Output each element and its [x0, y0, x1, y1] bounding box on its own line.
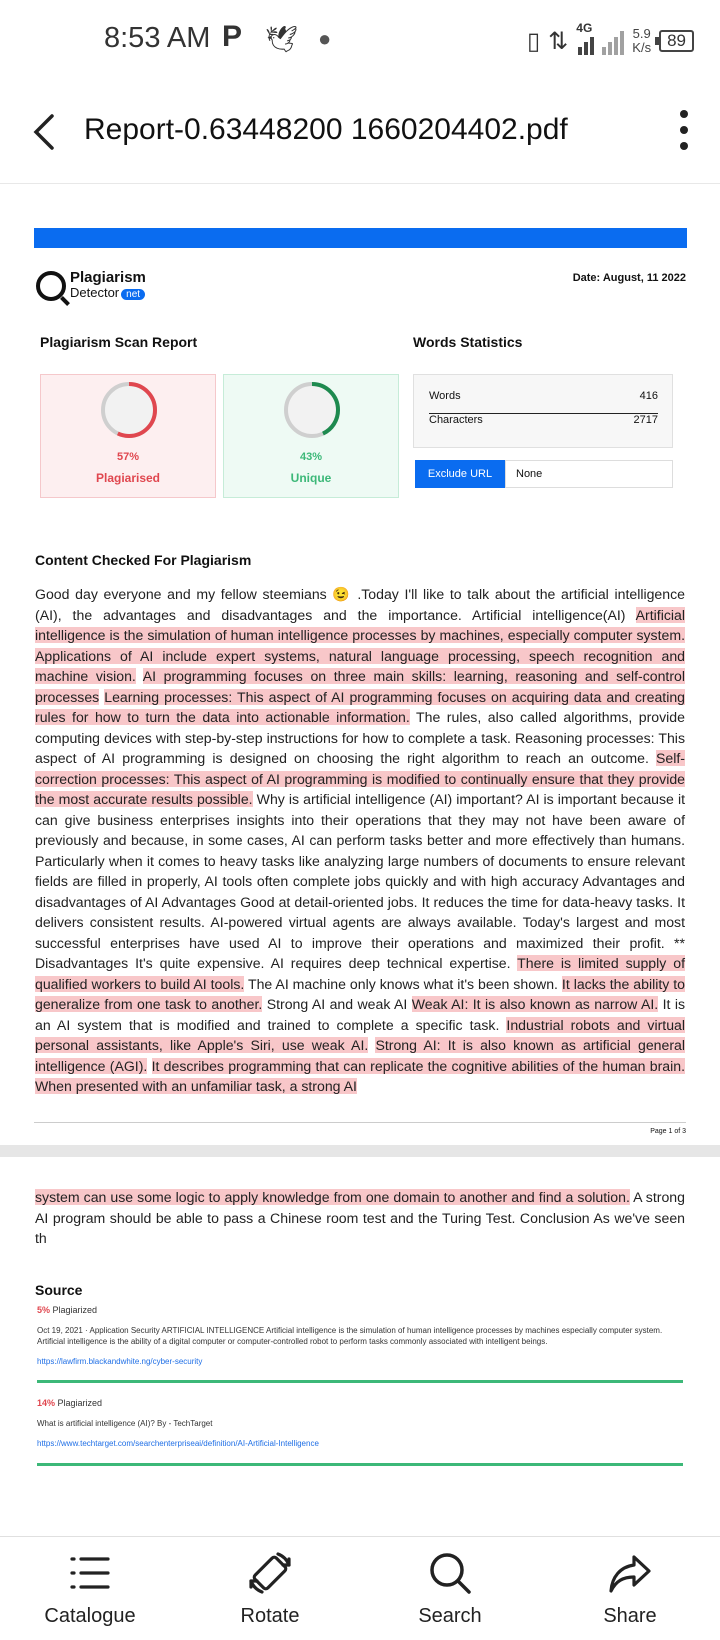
exclude-url-value: None — [505, 460, 673, 488]
status-bar — [0, 0, 720, 80]
highlighted-text: Strong AI: It is also known as artificial general intelligence (AGI). — [35, 1037, 685, 1074]
unique-card — [223, 374, 399, 498]
source-link[interactable]: https://lawfirm.blackandwhite.ng/cyber-security — [37, 1357, 203, 1366]
logo-name: Plagiarism — [70, 269, 146, 286]
plagiarism-detector-logo — [36, 270, 146, 302]
network-speed — [632, 27, 651, 55]
page-footer-divider — [34, 1122, 686, 1123]
search-icon — [428, 1551, 472, 1595]
more-options-icon[interactable] — [672, 110, 696, 154]
list-icon — [68, 1551, 112, 1595]
words-value: 416 — [639, 390, 658, 402]
page-separator — [0, 1145, 720, 1157]
plain-text — [147, 1058, 151, 1074]
highlighted-text: Artificial intelligence is the simulation of human intelligence processes by machines, especially computer system. — [35, 606, 685, 643]
share-icon — [608, 1551, 652, 1595]
source-percent — [37, 1305, 687, 1316]
source-heading: Source — [35, 1282, 83, 1298]
app-notification-p-icon: P — [222, 20, 243, 53]
bottom-toolbar — [0, 1536, 720, 1640]
plagiarised-percent: 57% — [116, 451, 140, 463]
speed-value: 5.9 — [632, 26, 651, 41]
highlighted-text: It lacks the ability to generalize from one task to another. — [35, 975, 686, 1012]
share-label: Share — [603, 1605, 657, 1627]
exclude-url-label: Exclude URL — [415, 460, 505, 488]
unique-ring-chart — [283, 381, 341, 439]
source-percent-label: Plagiarized — [55, 1398, 103, 1408]
app-bar — [0, 80, 720, 184]
highlighted-text: It describes programming that can replicate the cognitive abilities of the human brain. — [151, 1057, 686, 1074]
plagiarised-label: Plagiarised — [95, 471, 161, 485]
highlighted-text: Industrial robots and virtual personal assistants, like Apple's Siri, use weak AI. — [35, 1016, 685, 1053]
exclude-url-row — [415, 460, 673, 488]
highlighted-text: AI programming focuses on three main skills: learning, reasoning and self-control processes — [35, 668, 685, 705]
words-label: Words — [429, 390, 461, 402]
page-number: Page 1 of 3 — [650, 1128, 686, 1135]
plain-text: It is an AI system that is modified and trained to complete a specific task. — [35, 996, 686, 1033]
app-notification-bird-icon: 🕊 — [265, 24, 299, 54]
pdf-viewer[interactable] — [0, 184, 720, 1536]
unique-label: Unique — [290, 471, 332, 485]
data-arrows-icon: ⇅ — [548, 27, 569, 55]
vibrate-icon: ▯ — [526, 27, 541, 55]
speed-unit: K/s — [632, 40, 652, 55]
plain-text: Good day everyone and my fellow steemians 😉 .Today I'll like to talk about the artificial intelligence (AI), the advantages and disadvantages and the importance. Artificial intelligence(AI) — [35, 586, 685, 623]
content-checked-heading: Content Checked For Plagiarism — [35, 552, 252, 568]
share-button[interactable] — [540, 1537, 720, 1640]
document-title: Report-0.63448200 1660204402.pdf — [84, 113, 568, 146]
source-item — [37, 1305, 687, 1367]
source-description: Oct 19, 2021 · Application Security ARTIFICIAL INTELLIGENCE Artificial intelligence is the simulation of human intelligence processes by machines especially computer system. Artificial intelligence is the ability of a digital computer or computer-controlled robot to perform tasks commonly associated with intelligent beings. — [37, 1326, 663, 1346]
source-divider — [37, 1463, 683, 1466]
checked-content-page-2 — [35, 1187, 685, 1249]
characters-value: 2717 — [633, 414, 658, 426]
highlighted-text: Weak AI: It is also known as narrow AI. — [411, 996, 659, 1012]
source-percent-label: Plagiarized — [50, 1305, 98, 1315]
header-bar — [34, 228, 687, 248]
rotate-icon — [248, 1551, 292, 1595]
highlighted-text: Self-correction processes: This aspect of AI programming is modified to continually ensure that they provide the most accurate results possible. — [35, 750, 685, 807]
plagiarised-ring-chart — [100, 381, 158, 439]
words-statistics-heading: Words Statistics — [413, 334, 523, 350]
source-item — [37, 1398, 687, 1449]
plain-text: Strong AI and weak AI — [262, 996, 412, 1012]
characters-label: Characters — [429, 414, 483, 426]
more-notifications-dot-icon: ● — [318, 26, 332, 51]
back-arrow-icon[interactable] — [24, 110, 68, 154]
source-percent — [37, 1398, 687, 1409]
search-button[interactable] — [360, 1537, 540, 1640]
source-link[interactable]: https://www.techtarget.com/searchenterpriseai/definition/AI-Artificial-Intelligence — [37, 1439, 319, 1448]
characters-row — [429, 414, 658, 426]
magnifier-logo-icon — [36, 271, 66, 301]
word-stats-box — [413, 374, 673, 448]
unique-percent: 43% — [299, 451, 323, 463]
rotate-label: Rotate — [240, 1605, 300, 1627]
checked-content-page-1 — [35, 584, 685, 1097]
plain-text: The AI machine only knows what it's been shown. — [244, 975, 562, 992]
highlighted-text: There is limited supply of qualified workers to build AI tools. — [35, 955, 685, 992]
plain-text: A strong AI program should be able to pass a Chinese room test and the Turing Test. Conclusion As we've seen th — [35, 1189, 685, 1246]
plain-text: Why is artificial intelligence (AI) important? AI is important because it can give business enterprises insights into their operations that they may not have been aware of previously and because, in some cases, AI can perform tasks better and more effectively than humans. Particularly when it comes to heavy tasks like analyzing large numbers of documents to ensure relevant fields are filled in properly, AI tools often complete jobs quickly and with high accuracy Advantages and disadvantages of AI Advantages Good at detail-oriented jobs. It reduces the time for data-heavy tasks. It delivers consistent results. AI-powered virtual agents are always available. Today's largest and most successful enterprises have used AI to improve their operations and maximized their profit. ** Disadvantages It's quite expensive. AI requires deep technical expertise. — [35, 791, 685, 971]
catalogue-button[interactable] — [0, 1537, 180, 1640]
signal-icon — [576, 21, 624, 55]
battery-icon: 89 — [659, 30, 694, 52]
rotate-button[interactable] — [180, 1537, 360, 1640]
plain-text: The rules, also called algorithms, provide computing devices with step-by-step instructions for how to complete a task. Reasoning processes: This aspect of AI programming is designed on choosing the right algorithm to reach an outcome. — [35, 709, 685, 766]
network-type: 4G — [576, 21, 593, 35]
plagiarised-card — [40, 374, 216, 498]
words-row — [429, 390, 658, 402]
logo-sub: Detector — [70, 285, 120, 300]
status-icons — [526, 21, 694, 58]
clock: 8:53 AM — [104, 22, 211, 54]
highlighted-text: system can use some logic to apply knowledge from one domain to another and find a solution. — [35, 1189, 630, 1205]
highlighted-text: Learning processes: This aspect of AI programming focuses on acquiring data and creating rules for how to turn the data into actionable information. — [35, 688, 686, 725]
logo-net-badge: net — [121, 289, 145, 300]
highlighted-text: When presented with an unfamiliar task, a strong AI — [35, 1078, 357, 1094]
source-percent-value: 5% — [37, 1305, 51, 1315]
plain-text — [136, 668, 143, 684]
report-date: Date: August, 11 2022 — [572, 272, 686, 284]
catalogue-label: Catalogue — [44, 1605, 136, 1627]
search-label: Search — [418, 1605, 482, 1627]
source-percent-value: 14% — [37, 1398, 56, 1408]
highlighted-text: Applications of AI include expert systems, natural language processing, speech recognition and machine vision. — [35, 647, 685, 684]
source-description: What is artificial intelligence (AI)? By - TechTarget — [37, 1419, 213, 1428]
scan-report-heading: Plagiarism Scan Report — [40, 334, 198, 350]
source-divider — [37, 1380, 683, 1383]
